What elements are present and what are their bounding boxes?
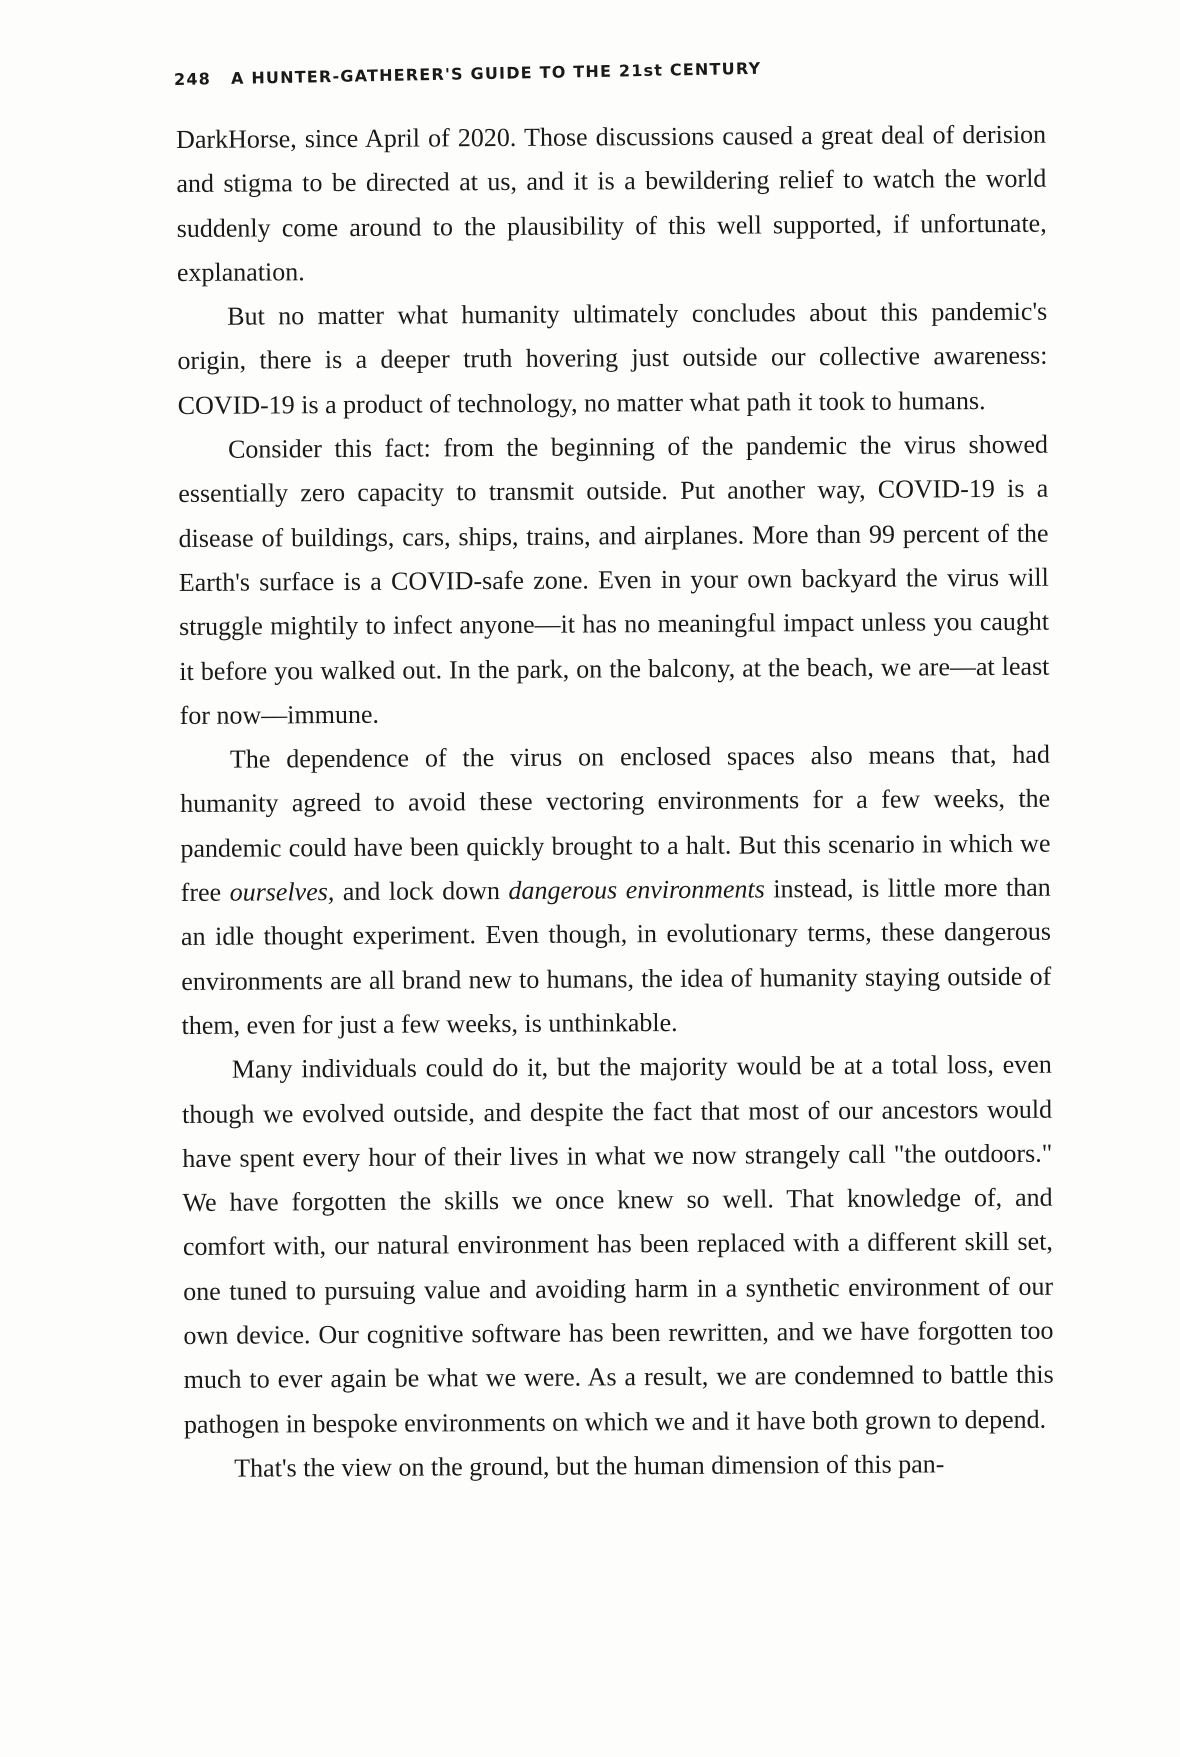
paragraph	[184, 1442, 1054, 1492]
running-head	[174, 49, 954, 94]
text-run: instead, is little more than an idle thought experiment. Even though, in evolutionary terms, these dangerous environments are all brand new to humans, the idea of humanity staying outside of them, even for just a few weeks, is unthinkable.	[180, 872, 1052, 1040]
text-run: and lock down	[334, 876, 509, 907]
italic-phrase: ourselves,	[229, 877, 335, 907]
running-title: A HUNTER-GATHERER'S GUIDE TO THE 21st CENTURY	[230, 58, 762, 88]
page-number: 248	[173, 68, 212, 89]
text-run: But no matter what humanity ultimately concludes about this pandemic's origin, there is a deeper truth hovering just outside our collective awareness: COVID-19 is a product of technology, no matter what path it took to humans.	[177, 296, 1048, 420]
body-text	[176, 113, 1054, 1491]
paragraph	[182, 1043, 1054, 1447]
text-run: That's the view on the ground, but the human dimension of this pan-	[234, 1449, 945, 1483]
paragraph	[180, 733, 1052, 1048]
italic-phrase: dangerous environments	[508, 874, 765, 906]
text-run: Many individuals could do it, but the majority would be at a total loss, even though we evolved outside, and despite the fact that most of our ancestors would have spent every hour of their lives in what we now strangely call "the outdoors." We have forgotten the skills we once knew so well. That knowledge of, and comfort with, our natural environment has been replaced with a different skill set, one tuned to pursuing value and avoiding harm in a synthetic environment of our own device. Our cognitive software has been rewritten, and we have forgotten too much to ever again be what we were. As a result, we are condemned to battle this pathogen in bespoke environments on which we and it have both grown to depend.	[181, 1049, 1054, 1439]
paragraph	[176, 113, 1047, 295]
text-run: The dependence of the virus on enclosed spaces also means that, had humanity agreed to avoid these vectoring environments for a few weeks, the pandemic could have been quickly brought to a halt. But this scenario in which we free	[180, 739, 1051, 908]
paragraph	[178, 423, 1050, 738]
text-run: DarkHorse, since April of 2020. Those discussions caused a great deal of derision and stigma to be directed at us, and it is a bewildering relief to watch the world suddenly come around to the plausibility of this well supported, if unfortunate, explanation.	[176, 119, 1047, 287]
paragraph	[177, 290, 1048, 428]
text-run: Consider this fact: from the beginning of the pandemic the virus showed essentially zero capacity to transmit outside. Put another way, COVID-19 is a disease of buildings, cars, ships, trains, and airplanes. More than 99 percent of the Earth's surface is a COVID-safe zone. Even in your own backyard the virus will struggle mightily to infect anyone—it has no meaningful impact unless you caught it before you walked out. In the park, on the balcony, at the beach, we are—at least for now—immune.	[178, 429, 1050, 730]
